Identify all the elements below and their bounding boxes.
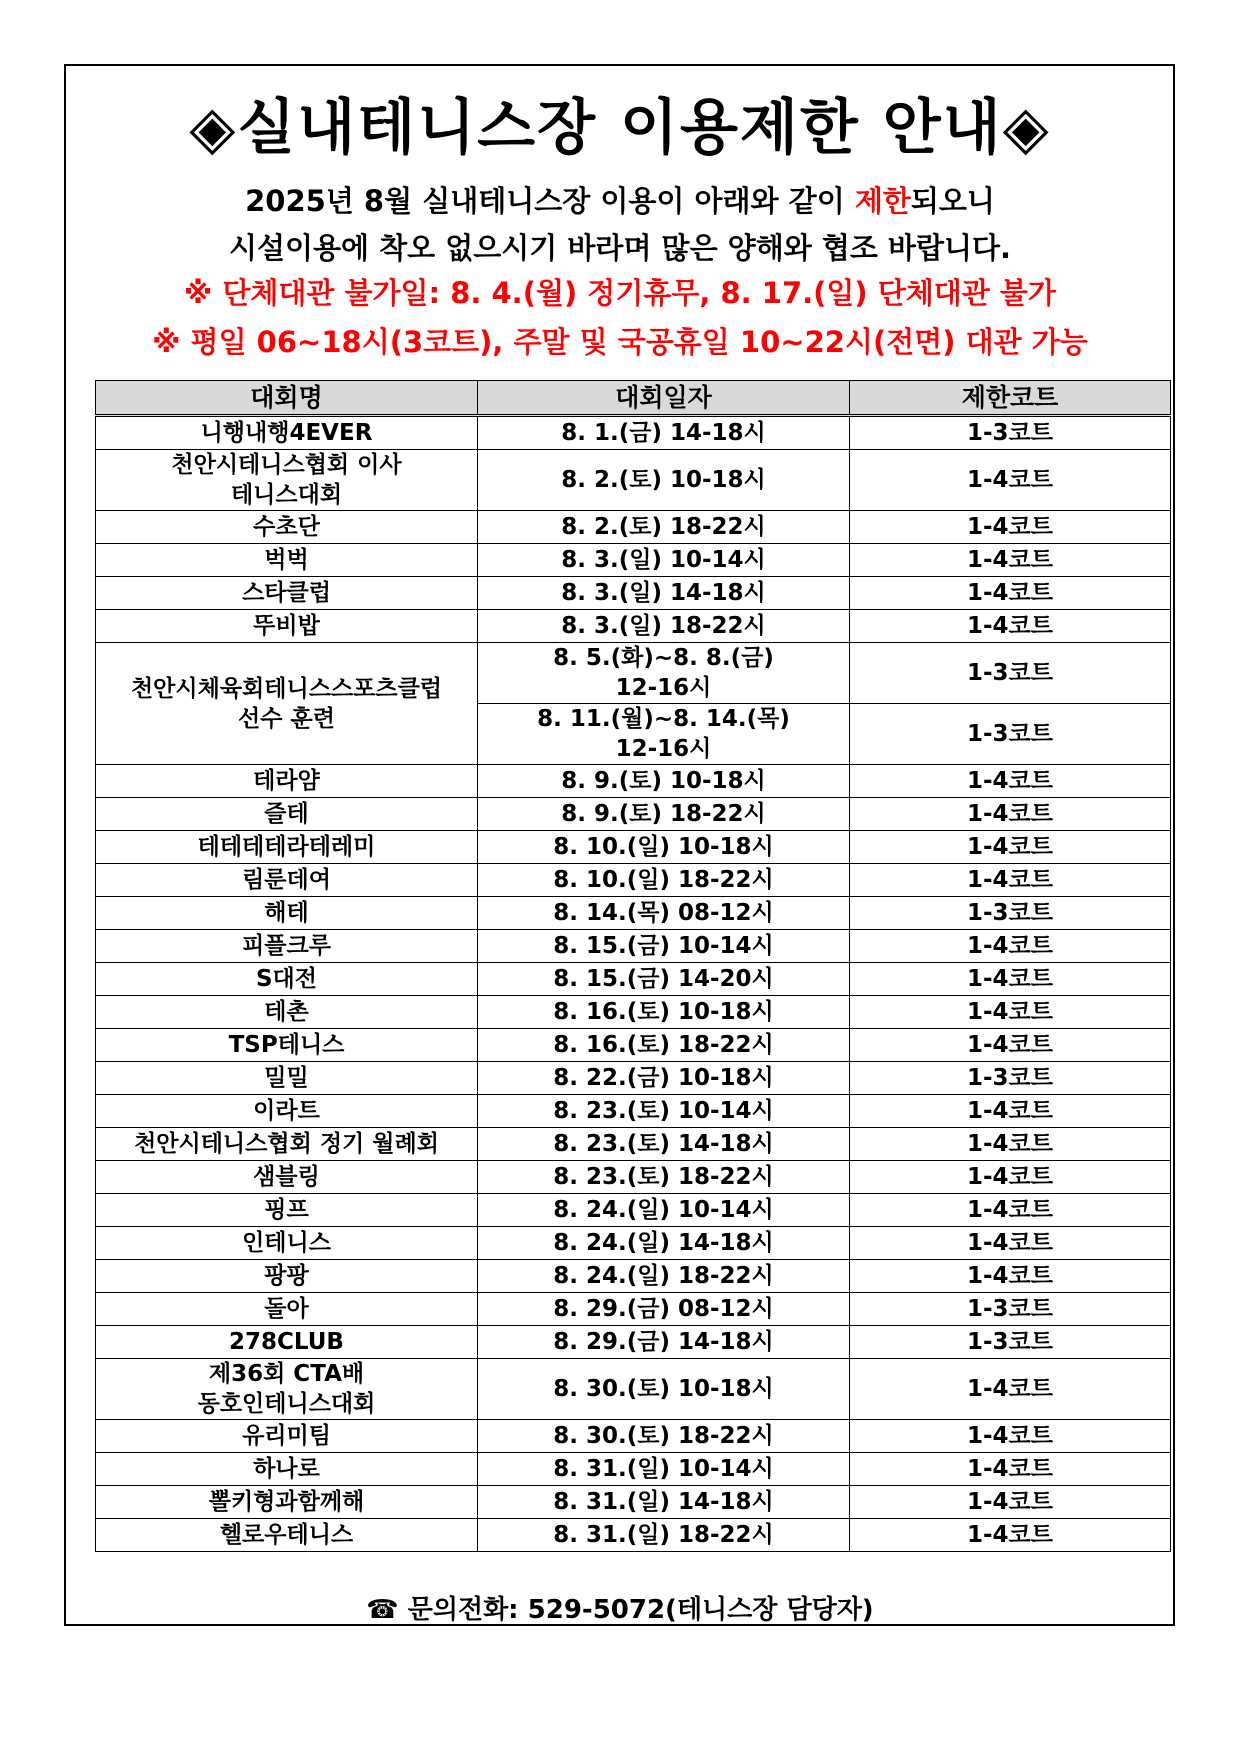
table-row	[96, 511, 1171, 544]
restricted-court-cell: 1-4코트	[850, 1161, 1171, 1194]
event-date-cell: 8. 23.(토) 10-14시	[478, 1095, 850, 1128]
event-date-cell: 8. 1.(금) 14-18시	[478, 416, 850, 450]
event-date-cell: 8. 22.(금) 10-18시	[478, 1062, 850, 1095]
restricted-court-cell: 1-4코트	[850, 1359, 1171, 1420]
event-date-cell: 8. 15.(금) 10-14시	[478, 930, 850, 963]
event-name-cell: 테테테테라테레미	[96, 831, 478, 864]
table-row	[96, 1227, 1171, 1260]
event-date-cell: 8. 31.(일) 18-22시	[478, 1519, 850, 1552]
restricted-court-cell: 1-3코트	[850, 643, 1171, 704]
restricted-court-cell: 1-4코트	[850, 831, 1171, 864]
restricted-court-cell: 1-4코트	[850, 1486, 1171, 1519]
event-name-cell: 뚜비밥	[96, 610, 478, 643]
event-name-cell: 해테	[96, 897, 478, 930]
restricted-court-cell: 1-4코트	[850, 864, 1171, 897]
contact-phone: ☎ 문의전화: 529-5072(테니스장 담당자)	[366, 1595, 874, 1625]
event-date-cell: 8. 10.(일) 18-22시	[478, 864, 850, 897]
table-row	[96, 1420, 1171, 1453]
restricted-court-cell: 1-4코트	[850, 1420, 1171, 1453]
event-name-cell: 림룬데여	[96, 864, 478, 897]
event-name-cell: 돌아	[96, 1293, 478, 1326]
header-event-name: 대회명	[96, 381, 478, 416]
event-name-cell: 수초단	[96, 511, 478, 544]
header-restricted-court: 제한코트	[850, 381, 1171, 416]
event-name-cell: 밀밀	[96, 1062, 478, 1095]
table-row	[96, 643, 1171, 704]
event-name-cell: 천안시테니스협회 정기 월례회	[96, 1128, 478, 1161]
restricted-court-cell: 1-4코트	[850, 798, 1171, 831]
event-date-cell: 8. 31.(일) 10-14시	[478, 1453, 850, 1486]
restricted-court-cell: 1-4코트	[850, 996, 1171, 1029]
event-date-cell: 8. 23.(토) 18-22시	[478, 1161, 850, 1194]
event-name-cell: 피플크루	[96, 930, 478, 963]
restricted-court-cell: 1-4코트	[850, 765, 1171, 798]
event-name-cell: 헬로우테니스	[96, 1519, 478, 1552]
event-date-cell: 8. 16.(토) 18-22시	[478, 1029, 850, 1062]
event-name-cell: 인테니스	[96, 1227, 478, 1260]
schedule-table	[95, 380, 1171, 1552]
table-row	[96, 1062, 1171, 1095]
restricted-court-cell: 1-4코트	[850, 610, 1171, 643]
restricted-court-cell: 1-4코트	[850, 1519, 1171, 1552]
table-row	[96, 1029, 1171, 1062]
event-name-cell: 278CLUB	[96, 1326, 478, 1359]
restricted-court-cell: 1-4코트	[850, 1260, 1171, 1293]
event-date-cell: 8. 14.(목) 08-12시	[478, 897, 850, 930]
event-date-cell: 8. 3.(일) 14-18시	[478, 577, 850, 610]
table-row	[96, 1095, 1171, 1128]
restricted-court-cell: 1-4코트	[850, 1227, 1171, 1260]
intro-line-1	[0, 181, 1240, 221]
table-row	[96, 416, 1171, 450]
restricted-court-cell: 1-4코트	[850, 963, 1171, 996]
event-name-cell: 천안시테니스협회 이사 테니스대회	[96, 450, 478, 511]
event-date-cell: 8. 10.(일) 10-18시	[478, 831, 850, 864]
notice-closed-days: ※ 단체대관 불가일: 8. 4.(월) 정기휴무, 8. 17.(일) 단체대관 불가	[184, 276, 1056, 310]
table-row	[96, 1260, 1171, 1293]
intro-highlight: 제한	[854, 184, 911, 218]
table-row	[96, 798, 1171, 831]
restricted-court-cell: 1-4코트	[850, 1029, 1171, 1062]
event-name-cell: 테촌	[96, 996, 478, 1029]
event-name-cell: 테라얌	[96, 765, 478, 798]
event-date-cell: 8. 3.(일) 18-22시	[478, 610, 850, 643]
table-header-row	[96, 381, 1171, 416]
table-row	[96, 897, 1171, 930]
table-row	[96, 930, 1171, 963]
event-name-cell: 이라트	[96, 1095, 478, 1128]
event-name-cell: 팡팡	[96, 1260, 478, 1293]
table-row	[96, 1194, 1171, 1227]
table-row	[96, 864, 1171, 897]
restricted-court-cell: 1-4코트	[850, 450, 1171, 511]
event-date-cell: 8. 29.(금) 14-18시	[478, 1326, 850, 1359]
event-date-cell: 8. 24.(일) 10-14시	[478, 1194, 850, 1227]
event-name-cell: TSP테니스	[96, 1029, 478, 1062]
event-name-cell: 유리미팀	[96, 1420, 478, 1453]
restricted-court-cell: 1-4코트	[850, 577, 1171, 610]
intro-line-2: 시설이용에 착오 없으시기 바라며 많은 양해와 협조 바랍니다.	[228, 231, 1012, 265]
event-name-cell: 즐테	[96, 798, 478, 831]
schedule-body	[96, 416, 1171, 1552]
intro-line-1-suffix: 되오니	[910, 184, 995, 218]
restricted-court-cell: 1-4코트	[850, 1128, 1171, 1161]
restricted-court-cell: 1-3코트	[850, 1293, 1171, 1326]
restricted-court-cell: 1-3코트	[850, 416, 1171, 450]
restricted-court-cell: 1-3코트	[850, 1326, 1171, 1359]
event-date-cell: 8. 9.(토) 18-22시	[478, 798, 850, 831]
header-event-date: 대회일자	[478, 381, 850, 416]
table-row	[96, 610, 1171, 643]
table-row	[96, 996, 1171, 1029]
event-date-cell: 8. 23.(토) 14-18시	[478, 1128, 850, 1161]
event-date-cell: 8. 2.(토) 18-22시	[478, 511, 850, 544]
restricted-court-cell: 1-4코트	[850, 1194, 1171, 1227]
event-name-cell: S대전	[96, 963, 478, 996]
table-row	[96, 1359, 1171, 1420]
event-date-cell: 8. 31.(일) 14-18시	[478, 1486, 850, 1519]
event-date-cell: 8. 11.(월)~8. 14.(목) 12-16시	[478, 704, 850, 765]
event-date-cell: 8. 30.(토) 10-18시	[478, 1359, 850, 1420]
restricted-court-cell: 1-4코트	[850, 511, 1171, 544]
event-name-cell: 니행내행4EVER	[96, 416, 478, 450]
event-name-cell: 하나로	[96, 1453, 478, 1486]
event-date-cell: 8. 16.(토) 10-18시	[478, 996, 850, 1029]
restricted-court-cell: 1-4코트	[850, 1453, 1171, 1486]
restricted-court-cell: 1-4코트	[850, 1095, 1171, 1128]
table-row	[96, 1161, 1171, 1194]
restricted-court-cell: 1-4코트	[850, 544, 1171, 577]
restricted-court-cell: 1-4코트	[850, 930, 1171, 963]
table-row	[96, 1486, 1171, 1519]
table-row	[96, 544, 1171, 577]
notice-rental-hours: ※ 평일 06~18시(3코트), 주말 및 국공휴일 10~22시(전면) 대관 가능	[152, 325, 1088, 359]
table-row	[96, 1293, 1171, 1326]
event-date-cell: 8. 2.(토) 10-18시	[478, 450, 850, 511]
table-row	[96, 831, 1171, 864]
event-date-cell: 8. 24.(일) 18-22시	[478, 1260, 850, 1293]
table-row	[96, 450, 1171, 511]
event-date-cell: 8. 3.(일) 10-14시	[478, 544, 850, 577]
event-name-cell: 천안시체육회테니스스포츠클럽 선수 훈련	[96, 643, 478, 765]
table-row	[96, 1326, 1171, 1359]
table-row	[96, 1128, 1171, 1161]
event-name-cell: 벅벅	[96, 544, 478, 577]
event-date-cell: 8. 5.(화)~8. 8.(금) 12-16시	[478, 643, 850, 704]
event-date-cell: 8. 24.(일) 14-18시	[478, 1227, 850, 1260]
event-date-cell: 8. 30.(토) 18-22시	[478, 1420, 850, 1453]
event-name-cell: 뽈키형과함께해	[96, 1486, 478, 1519]
table-row	[96, 765, 1171, 798]
event-name-cell: 샘블링	[96, 1161, 478, 1194]
event-date-cell: 8. 15.(금) 14-20시	[478, 963, 850, 996]
event-date-cell: 8. 9.(토) 10-18시	[478, 765, 850, 798]
restricted-court-cell: 1-3코트	[850, 897, 1171, 930]
event-name-cell: 스타클럽	[96, 577, 478, 610]
table-row	[96, 577, 1171, 610]
table-row	[96, 1453, 1171, 1486]
restricted-court-cell: 1-3코트	[850, 704, 1171, 765]
event-date-cell: 8. 29.(금) 08-12시	[478, 1293, 850, 1326]
intro-line-1-prefix: 2025년 8월 실내테니스장 이용이 아래와 같이	[245, 184, 855, 218]
event-name-cell: 핑프	[96, 1194, 478, 1227]
event-name-cell: 제36회 CTA배 동호인테니스대회	[96, 1359, 478, 1420]
page-title: ◈실내테니스장 이용제한 안내◈	[189, 93, 1051, 163]
restricted-court-cell: 1-3코트	[850, 1062, 1171, 1095]
table-row	[96, 963, 1171, 996]
table-row	[96, 1519, 1171, 1552]
